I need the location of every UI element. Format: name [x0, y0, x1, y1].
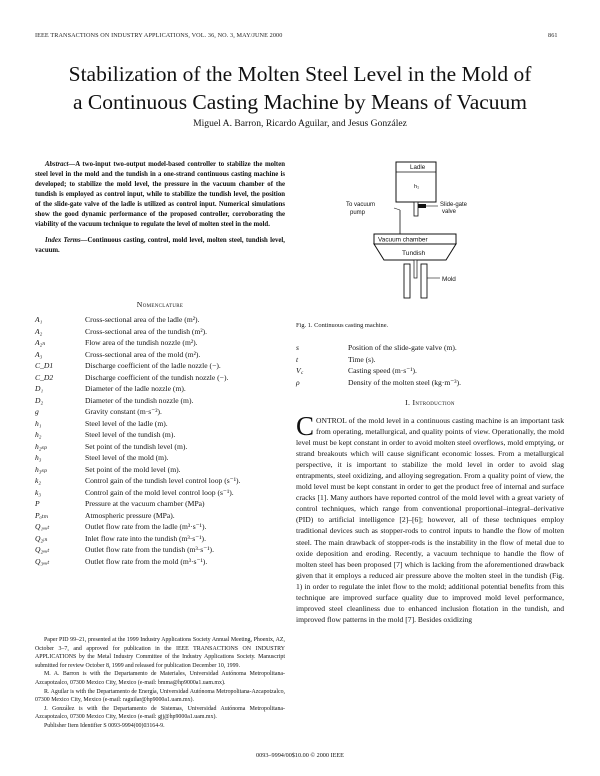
- nomenclature-item: [35, 498, 295, 510]
- nomenclature-definition: Discharge coefficient of the ladle nozzle (−).: [85, 361, 221, 370]
- nomenclature-definition: Flow area of the tundish nozzle (m²).: [85, 338, 198, 347]
- slide-gate-valve: [418, 204, 426, 208]
- nomenclature-definition: Atmospheric pressure (MPa).: [85, 510, 175, 520]
- nomenclature-item: [35, 533, 295, 545]
- footnote-gonzalez: J. González is with the Departamento de Sistemas, Universidad Autónoma Metropolitana-Azcapotzalco, 07300 Mexico City, Mexico (e-mail: gjj@hp9000a1.uam.mx).: [35, 705, 285, 721]
- nomenclature-symbol: h₃: [35, 453, 42, 462]
- vacuum-pump-label-2: pump: [350, 210, 366, 216]
- nomenclature-item: [35, 487, 295, 499]
- nomenclature-symbol: h₃ₛₚ: [35, 464, 48, 474]
- vacuum-pump-label-1: To vacuum: [346, 202, 376, 208]
- nomenclature-symbol: k₂: [35, 476, 42, 485]
- nomenclature-symbol: Q₃ₒᵤₜ: [35, 556, 50, 566]
- nomenclature-definition: Outlet flow rate from the tundish (m³·s⁻¹).: [85, 545, 214, 554]
- index-terms-label: Index Terms—: [45, 237, 88, 244]
- nomenclature-item: [35, 475, 295, 487]
- nomenclature-definition: Diameter of the tundish nozzle (m).: [85, 395, 194, 405]
- nomenclature-item: [35, 452, 295, 464]
- nomenclature-item: [35, 556, 295, 568]
- nomenclature-item: [35, 326, 295, 338]
- nomenclature-item: [35, 383, 295, 395]
- nomenclature-symbol: Q₁ₒᵤₜ: [35, 522, 50, 531]
- nomenclature-symbol: h₁: [35, 418, 42, 428]
- nomenclature-symbol: A₃: [35, 349, 43, 359]
- page-footer: 0093–9994/00$10.00 © 2000 IEEE: [256, 752, 344, 759]
- nomenclature-symbol: V꜀: [296, 366, 304, 375]
- nomenclature-symbol: Q₂ₒᵤₜ: [35, 545, 50, 554]
- nomenclature-definition: Cross-sectional area of the ladle (m²).: [85, 315, 200, 324]
- nomenclature-definition: Density of the molten steel (kg·m⁻³).: [348, 377, 461, 387]
- nomenclature-definition: Outlet flow rate from the ladle (m³·s⁻¹).: [85, 522, 207, 531]
- footnotes: [35, 636, 285, 731]
- mold-label: Mold: [442, 276, 456, 283]
- nomenclature-symbol: C_D2: [35, 372, 54, 382]
- running-header: IEEE TRANSACTIONS ON INDUSTRY APPLICATIONS, VOL. 36, NO. 3, MAY/JUNE 2000: [35, 32, 283, 39]
- nomenclature-symbol: D₁: [35, 384, 44, 393]
- nomenclature-item: [35, 395, 295, 407]
- nomenclature-symbol: A₂ₙ: [35, 338, 46, 347]
- nomenclature-item: [35, 441, 295, 453]
- footnote-identifier: Publisher Item Identifier S 0093-9994(00)03164-9.: [44, 722, 165, 729]
- nomenclature-definition: Time (s).: [348, 354, 376, 364]
- nomenclature-item: [35, 406, 295, 418]
- nomenclature-item: [35, 544, 295, 556]
- tundish-label: Tundish: [402, 250, 426, 257]
- nomenclature-definition: Control gain of the tundish level control loop (s⁻¹).: [85, 476, 241, 485]
- dropcap-letter: C: [296, 411, 315, 441]
- nomenclature-definition: Control gain of the mold level control loop (s⁻¹).: [85, 487, 234, 497]
- nomenclature-item: [35, 372, 295, 384]
- nomenclature-definition: Steel level of the ladle (m).: [85, 418, 168, 428]
- nomenclature-item: [35, 510, 295, 522]
- nomenclature-item: [35, 314, 295, 326]
- abstract-text: A two-input two-output model-based controller to stabilize the molten steel level in the mold and the tundish in a one-strand continuous casting machine is developed; to stabilize the mold level, the pressure in the vacuum chamber of the tundish is employed as control input, while to stabilize the tundish level, the position of the slide-gate valve of the ladle is utilized as control input. Numerical simulations show the good dynamic performance of the proposed controller, corroborating the viability of the vacuum technique to regulate the level of molten steel in the mold.: [35, 161, 285, 228]
- ladle-label: Ladle: [410, 164, 426, 171]
- casting-machine-diagram: [346, 160, 480, 300]
- slide-gate-label-1: Slide-gate: [440, 202, 468, 208]
- introduction-text: ONTROL of the mold level in a continuous casting machine is an important task from operating, metallurgical, and quality points of view. Operationally, the mold level must be kept constant in order to avoid molten steel overflows, mold emptying, or strand breakouts which will cause significant economic losses. From a metallurgical perspective, it is important to stabilize the mold level in order to avoid slag entrapments, steel oxidizing, and alloying segregation. From a quality point of view, the mold level must be kept constant in order to get the product free of internal and surface cracks [1]. Many authors have reported control of the mold level with a great variety of control techniques, which range from conventional proportional–integral–derivative (PID) to artificial intelligence [2]–[6]; however, all of these techniques employ traditional devices such as stopper-rods to control inputs to handle the flow of molten steel. The main drawback of stopper-rods is the instability in the flow of metal due to oxide deposition and eroding. Recently, a vacuum technique to handle the flow of molten steel has been proposed [7] which is lacking from the aforementioned drawback given that it employs a reduced air pressure above the molten steel in the tundish (Fig. 1) in order to regulate the inlet flow to the mold; additional potential benefits from this technique are improved surface quality due to improved mold level performance, improved steel cleanliness due to enhanced inclusion flotation in the tundish, and improved flow patterns in the mold [7]. Besides oxidizing: [296, 416, 564, 624]
- nomenclature-symbol: Pₐₜₘ: [35, 510, 49, 520]
- footnote-barron: M. A. Barron is with the Departamento de Materiales, Universidad Autónoma Metropolitana-Azcapotzalco, 07300 Mexico City, Mexico (e-mail: bmma@hp9000a1.uam.mx).: [35, 671, 285, 686]
- nomenclature-symbol: h₂: [35, 430, 42, 439]
- nomenclature-symbol: h₂ₛₚ: [35, 441, 48, 451]
- nomenclature-item: [35, 418, 295, 430]
- nomenclature-symbol: D₂: [35, 395, 44, 405]
- nomenclature-definition: Cross-sectional area of the tundish (m²).: [85, 326, 208, 336]
- nomenclature-item: [296, 354, 566, 366]
- nomenclature-symbol: t: [296, 354, 299, 364]
- nomenclature-item: [35, 349, 295, 361]
- title-line-1: Stabilization of the Molten Steel Level in the Mold of: [68, 62, 532, 86]
- nomenclature-symbol: P: [35, 499, 40, 508]
- nomenclature-definition: Steel level of the tundish (m).: [85, 430, 176, 439]
- nomenclature-definition: Gravity constant (m·s⁻²).: [85, 407, 162, 416]
- nomenclature-definition: Inlet flow rate into the tundish (m³·s⁻¹).: [85, 533, 206, 543]
- nomenclature-definition: Set point of the mold level (m).: [85, 464, 181, 474]
- nomenclature-symbol: Q₂ᵢₙ: [35, 533, 48, 543]
- footnote-aguilar: R. Aguilar is with the Departamento de Energía, Universidad Autónoma Metropolitana-Azcapotzalco, 07300 Mexico City, Mexico (e-mail: raguilar@hp9000a1.uam.mx).: [35, 688, 285, 704]
- authors: Miguel A. Barron, Ricardo Aguilar, and Jesus González: [193, 118, 407, 129]
- nomenclature-definition: Steel level of the mold (m).: [85, 453, 169, 462]
- index-terms-text: Continuous casting, control, mold level, molten steel, tundish level, vacuum.: [35, 237, 285, 254]
- paper-title: [20, 60, 580, 116]
- nomenclature-heading: Nomenclature: [136, 300, 184, 309]
- nomenclature-item: [35, 464, 295, 476]
- nomenclature-symbol: g: [35, 407, 39, 416]
- nomenclature-definition: Casting speed (m·s⁻¹).: [348, 366, 417, 375]
- casting-machine-figure: [346, 160, 480, 300]
- nomenclature-item: [35, 360, 295, 372]
- nomenclature-definition: Set point of the tundish level (m).: [85, 441, 188, 451]
- nomenclature-symbol: A₂: [35, 326, 43, 336]
- introduction-heading: I. Introduction: [405, 398, 455, 407]
- nomenclature-item: [296, 365, 566, 377]
- nomenclature-definition: Cross-sectional area of the mold (m²).: [85, 349, 201, 359]
- index-terms: [35, 236, 285, 256]
- nomenclature-definition: Position of the slide-gate valve (m).: [348, 343, 457, 352]
- nomenclature-symbol: C_D1: [35, 361, 54, 370]
- introduction-body: [296, 411, 564, 625]
- page-number: 861: [548, 32, 558, 39]
- nomenclature-symbol: A₁: [35, 315, 43, 324]
- nomenclature-item: [35, 521, 295, 533]
- nomenclature-item: [35, 337, 295, 349]
- nomenclature-symbol: s: [296, 343, 299, 352]
- nomenclature-item: [296, 342, 566, 354]
- abstract-label: Abstract—: [45, 161, 76, 168]
- nomenclature-symbol: k₃: [35, 487, 42, 497]
- title-line-2: a Continuous Casting Machine by Means of Vacuum: [72, 90, 528, 114]
- nomenclature-definition: Discharge coefficient of the tundish nozzle (−).: [85, 372, 229, 382]
- mold-right-wall: [421, 264, 427, 298]
- vacuum-chamber-label: Vacuum chamber: [378, 236, 428, 244]
- abstract: [35, 160, 285, 230]
- slide-gate-label-2: valve: [442, 209, 457, 215]
- nomenclature-definition: Outlet flow rate from the mold (m³·s⁻¹).: [85, 556, 208, 566]
- h1-label: h₁: [414, 184, 419, 190]
- mold-left-wall: [404, 264, 410, 298]
- nomenclature-symbol: ρ: [296, 377, 300, 387]
- nomenclature-item: [35, 429, 295, 441]
- figure-caption: Fig. 1. Continuous casting machine.: [296, 322, 389, 329]
- nomenclature-item: [296, 377, 566, 389]
- nomenclature-definition: Pressure at the vacuum chamber (MPa): [85, 499, 205, 508]
- footnote-paper-info: Paper PID 99–21, presented at the 1999 Industry Applications Society Annual Meeting, Phoenix, AZ, October 3–7, and approved for publication in the IEEE TRANSACTIONS ON INDUSTRY APPLICATIONS by the Metal Industry Committee of the Industry Applications Society. Manuscript submitted for review October 8, 1999 and released for publication December 10, 1999.: [35, 637, 285, 669]
- nomenclature-definition: Diameter of the ladle nozzle (m).: [85, 384, 186, 393]
